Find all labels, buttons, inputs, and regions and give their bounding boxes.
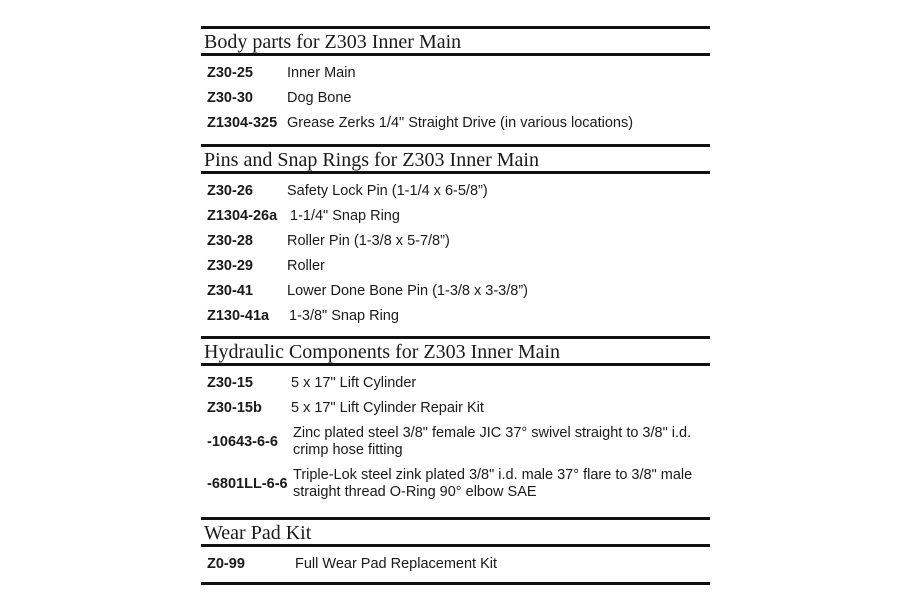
part-number: Z30-15b [207,399,262,416]
part-number: Z30-15 [207,374,253,391]
part-description: Full Wear Pad Replacement Kit [295,555,498,572]
part-description: Triple-Lok steel zink plated 3/8" i.d. male 37° flare to 3/8" male straight thread O-Ring 90° elbow SAE [293,467,693,500]
part-row [201,278,710,303]
part-description: Lower Done Bone Pin (1-3/8 x 3-3/8”) [287,282,528,299]
part-number: Z30-26 [207,182,253,199]
part-row [201,370,710,395]
part-row [201,85,710,110]
section-hydraulic-components [201,336,710,517]
part-row [201,303,710,328]
section-title: Body parts for Z303 Inner Main [201,29,710,56]
part-number: Z30-30 [207,89,253,106]
part-number: -6801LL-6-6 [207,475,288,492]
part-description: Dog Bone [287,89,352,106]
part-row [201,551,710,576]
part-description: 1-3/8" Snap Ring [289,307,399,324]
section-title: Pins and Snap Rings for Z303 Inner Main [201,147,710,174]
part-description: Inner Main [287,64,356,81]
part-row [201,203,710,228]
section-title: Wear Pad Kit [201,520,710,547]
part-number: Z0-99 [207,555,245,572]
part-number: -10643-6-6 [207,433,278,450]
part-number: Z1304-325 [207,114,278,131]
section-body-parts [201,26,710,144]
part-row [201,395,710,420]
part-number: Z30-41 [207,282,253,299]
part-description: 5 x 17" Lift Cylinder [291,374,417,391]
part-row [201,253,710,278]
part-row [201,178,710,203]
part-row [201,110,710,135]
part-description: Zinc plated steel 3/8" female JIC 37° swivel straight to 3/8" i.d. crimp hose fitting [293,425,692,458]
section-wear-pad-kit [201,517,710,582]
section-title: Hydraulic Components for Z303 Inner Main [201,339,710,366]
part-description: 1-1/4" Snap Ring [290,207,400,224]
part-number: Z30-25 [207,64,253,81]
part-row [201,464,710,504]
part-number: Z1304-26a [207,207,278,224]
part-row [201,228,710,253]
bottom-rule [201,582,710,585]
part-number: Z130-41a [207,307,270,324]
part-description: Grease Zerks 1/4" Straight Drive (in various locations) [287,114,634,131]
part-description: Roller [287,257,325,274]
parts-list-document [201,26,710,585]
part-number: Z30-28 [207,232,253,249]
part-row [201,420,710,464]
part-description: Safety Lock Pin (1-1/4 x 6-5/8”) [287,182,488,199]
part-description: Roller Pin (1-3/8 x 5-7/8”) [287,232,450,249]
section-pins-snap-rings [201,144,710,336]
part-row [201,60,710,85]
part-description: 5 x 17" Lift Cylinder Repair Kit [291,399,484,416]
part-number: Z30-29 [207,257,253,274]
